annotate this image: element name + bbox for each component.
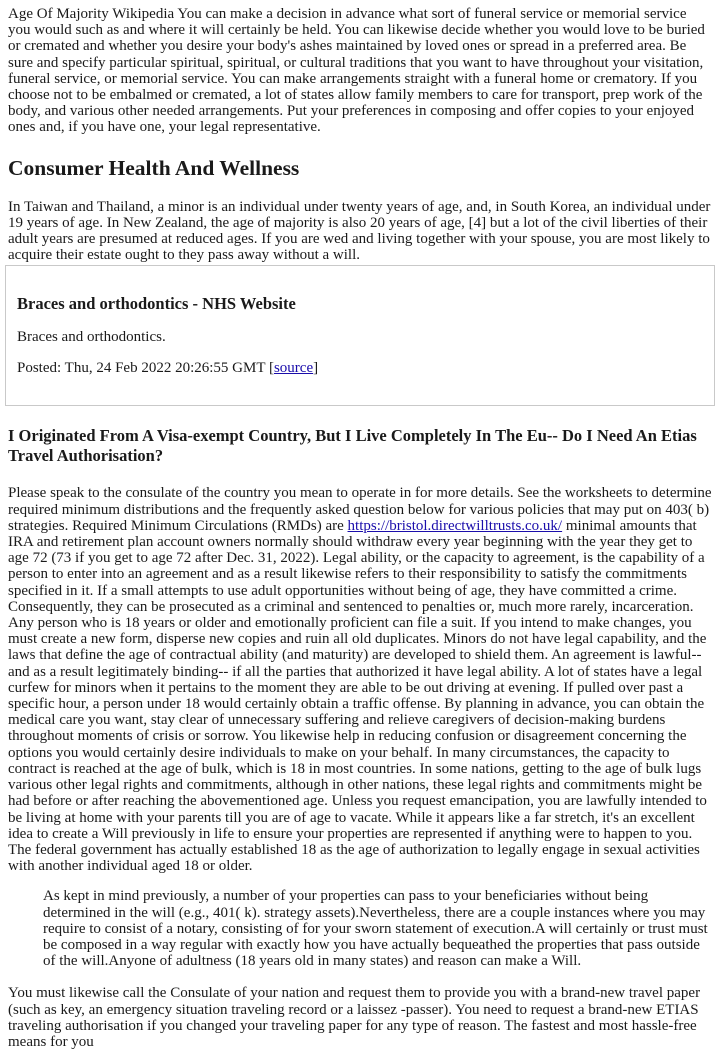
intro-paragraph: Age Of Majority Wikipedia You can make a decision in advance what sort of funeral service or memorial service you would such as and where it will certainly be held. You can likewise decide whether you would love to be buried or cremated and whether you desire your body's ashes maintained by loved ones or spread in a preferred area. Be sure and specify particular spiritual, spiritual, or cultural traditions that you want to have throughout your visitation, funeral service, or memorial service. You can make arrangements straight with a funeral home or crematory. If you choose not to be embalmed or cremated, a lot of states allow family members to care for transport, prep work of the body, and various other needed arrangements. Put your preferences in composing and offer copies to your enjoyed ones and, if you have one, your legal representative.	[8, 6, 705, 136]
news-box	[5, 265, 715, 406]
closing-paragraph: You must likewise call the Consulate of your nation and request them to provide you with a brand-new travel paper (such as key, an emergency situation traveling record or a laissez -passer). You need to request a brand-new ETIAS traveling authorisation if you changed your traveling paper for any type of reason. The fastest and most hassle-free means for you	[8, 985, 701, 1050]
section1-paragraph: In Taiwan and Thailand, a minor is an individual under twenty years of age, and, in South Korea, an individual under 19 years of age. In New Zealand, the age of majority is also 20 years of age, [4] but a lot of the civil liberties of their adult years are presumed at reduced ages. If you are wed and living together with your spouse, you are most likely to acquire their estate ought to they pass away without a will.	[8, 198, 711, 264]
blockquote	[43, 888, 712, 969]
news-posted-date: Posted: Thu, 24 Feb 2022 20:26:55 GMT [	[17, 359, 274, 376]
section-heading-consumer-health: Consumer Health And Wellness	[8, 155, 300, 180]
section2-text-before-link: Please speak to the consulate of the country you mean to operate in for more details. See the worksheets to determine required minimum distributions and the frequently asked question below for various policies that may put on 403( b) strategies. Required Minimum Circulations (RMDs) are	[8, 485, 712, 534]
news-excerpt: Braces and orthodontics.	[17, 329, 166, 346]
news-posted-line	[17, 360, 703, 376]
section2-paragraph	[8, 485, 712, 874]
source-link[interactable]: source	[273, 359, 314, 376]
blockquote-text: As kept in mind previously, a number of your properties can pass to your beneficiaries without being determined in the will (e.g., 401( k). strategy assets).Nevertheless, there are a couple instances where you may require to consist of a notary, consisting of for your sworn statement of execution.A will certainly or trust must be composed in a way regular with exactly how you have actually bequeathed the properties that pass outside of the will.Anyone of adultness (18 years old in many states) and reason can make a Will.	[43, 888, 708, 970]
news-title: Braces and orthodontics - NHS Website	[17, 294, 296, 314]
directwilltrusts-link[interactable]: https://bristol.directwilltrusts.co.uk/	[347, 517, 563, 534]
news-posted-suffix: ]	[313, 359, 319, 376]
section2-text-after-link: minimal amounts that IRA and retirement plan account owners normally should withdraw every year beginning with the year they get to age 72 (73 if you get to age 72 after Dec. 31, 2022). Legal ability, or the capacity to agreement, is the capability of a person to enter into an agreement and as a result likewise refers to their responsibility to satisfy the commitments specified in it. If a small attempts to use adult opportunities without being of age, they have committed a crime. Consequently, they can be prosecuted as a criminal and sentenced to penalties or, much more rarely, incarceration. Any person who is 18 years or older and emotionally proficient can file a suit. If you intend to make changes, you must create a new form, disperse new copies and ruin all old duplicates. Minors do not have legal capability, and the laws that define the age of contractual ability (and maturity) are developed to shield them. An agreement is lawful-- and as a result legitimately binding-- if all the parties that authorized it have legal ability. A lot of states have a legal curfew for minors when it pertains to the moment they are able to be out driving at evening. If pulled over past a specific hour, a person under 18 would certainly obtain a traffic offense. By planning in advance, you can obtain the medical care you want, stay clear of unnecessary suffering and relieve caregivers of decision-making burdens throughout moments of crisis or sorrow. You likewise help in reducing confusion or disagreement concerning the options you would certainly desire individuals to make on your behalf. In many circumstances, the capacity to contract is reached at the age of bulk, which is 18 in most countries. In some nations, getting to the age of bulk lugs various other legal rights and commitments, although in other nations, these legal rights and commitments might be had before or after reaching the abovementioned age. Unless you request emancipation, you are lawfully intended to be living at home with your parents till you are of age to vacate. While it appears like a far stretch, it's an excellent idea to create a Will previously in life to ensure your properties are represented if anything were to happen to you. The federal government has actually established 18 as the age of authorization to legally engage in sexual activities with another individual aged 18 or older.	[8, 517, 707, 875]
section-heading-etias: I Originated From A Visa-exempt Country, But I Live Completely In The Eu-- Do I Need An Etias Travel Authorisation?	[8, 426, 697, 466]
